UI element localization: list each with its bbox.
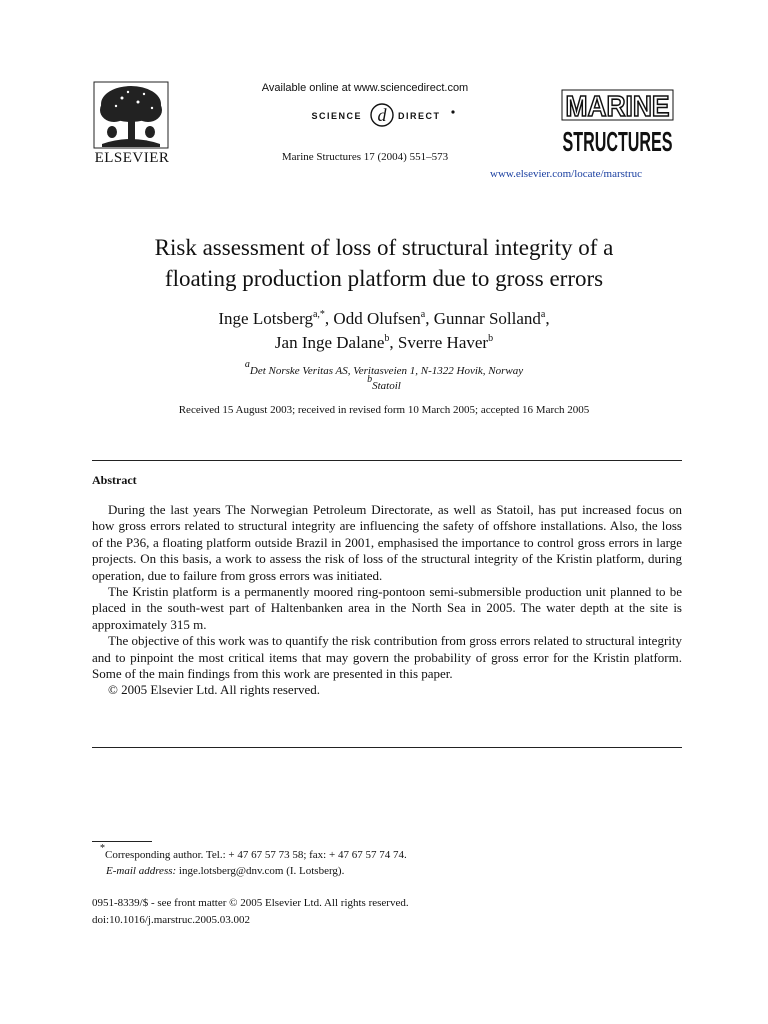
- svg-text:d: d: [377, 105, 387, 125]
- abstract-paragraph: The objective of this work was to quantify the risk contribution from gross errors related to structural integrity and to pinpoint the most critical items that may govern the probability of gross error for the Kristin platform. Some of the main findings from this work are presented in this paper.: [92, 633, 682, 682]
- author-name: , Odd Olufsen: [324, 309, 421, 328]
- sd-right-text: DIRECT: [398, 111, 441, 121]
- author-affiliation-mark: a: [420, 309, 426, 320]
- abstract-body: [92, 502, 682, 699]
- issn-line: 0951-8339/$ - see front matter © 2005 Elsevier Ltd. All rights reserved.: [92, 897, 409, 909]
- affiliation-b: Statoil: [372, 380, 401, 392]
- journal-reference: Marine Structures 17 (2004) 551–573: [281, 151, 449, 163]
- author-name: Jan Inge Dalane: [274, 333, 385, 352]
- footnote-mark: *: [100, 843, 105, 854]
- abstract-copyright: © 2005 Elsevier Ltd. All rights reserved.: [108, 682, 321, 698]
- received-dates: Received 15 August 2003; received in revised form 10 March 2005; accepted 16 March 2005: [178, 404, 590, 416]
- publisher-name: ELSEVIER: [94, 150, 170, 166]
- abstract-heading: Abstract: [92, 473, 137, 487]
- abstract-bottom-rule: [92, 747, 682, 748]
- affiliation-a: Det Norske Veritas AS, Veritasveien 1, N-1322 Hovik, Norway: [249, 365, 524, 377]
- marine-structures-logo: [561, 89, 674, 156]
- email-address[interactable]: inge.lotsberg@dnv.com (I. Lotsberg).: [176, 864, 345, 877]
- email-label: E-mail address:: [106, 864, 177, 877]
- corresponding-author-note: Corresponding author. Tel.: + 47 67 57 73 58; fax: + 47 67 57 74 74.: [105, 849, 407, 861]
- bottom-metadata: [92, 895, 682, 929]
- author-affiliation-mark: b: [488, 333, 494, 344]
- available-online-text: Available online at www.sciencedirect.com: [261, 82, 469, 94]
- sd-left-text: SCIENCE: [311, 111, 362, 121]
- author-affiliation-mark: a: [540, 309, 546, 320]
- journal-url-link[interactable]: www.elsevier.com/locate/marstruc: [490, 168, 643, 180]
- ms-logo-bottom: STRUCTURES: [562, 126, 673, 157]
- footnote-rule: [92, 841, 152, 842]
- author-list: [50, 307, 718, 355]
- title-line-1: Risk assessment of loss of structural integrity of a: [154, 235, 614, 260]
- affiliation-mark: a: [244, 359, 250, 370]
- title-line-2: floating production platform due to gross errors: [164, 266, 604, 291]
- author-affiliation-mark: b: [384, 333, 390, 344]
- paper-title: [50, 232, 718, 294]
- affiliations: [50, 359, 718, 394]
- ms-logo-top: MARINE: [565, 91, 670, 123]
- abstract-top-rule: [92, 460, 682, 461]
- author-separator: ,: [545, 309, 550, 328]
- footnotes: [92, 843, 682, 879]
- abstract-paragraph: During the last years The Norwegian Petroleum Directorate, as well as Statoil, has put increased focus on how gross errors related to structural integrity are influencing the safety of offshore installations. Also, the loss of the P36, a floating platform outside Brazil in 2001, emphasised the importance to control gross errors in large projects. On this basis, a work to assess the risk of loss of the structural integrity of the Kristin platform, during operation, due to failure from gross errors was initiated.: [92, 502, 682, 583]
- doi-line[interactable]: doi:10.1016/j.marstruc.2005.03.002: [92, 914, 250, 926]
- affiliation-mark: b: [367, 374, 373, 385]
- author-name: Inge Lotsberg: [218, 309, 313, 328]
- sciencedirect-logo: [290, 101, 500, 129]
- author-name: , Gunnar Solland: [425, 309, 541, 328]
- author-name: , Sverre Haver: [389, 333, 489, 352]
- author-affiliation-mark: a,*: [312, 309, 325, 320]
- abstract-paragraph: The Kristin platform is a permanently moored ring-pontoon semi-submersible production unit planned to be placed in the south-west part of Haltenbanken area in the North Sea in 2005. The water depth at the site is approximately 315 m.: [92, 584, 682, 632]
